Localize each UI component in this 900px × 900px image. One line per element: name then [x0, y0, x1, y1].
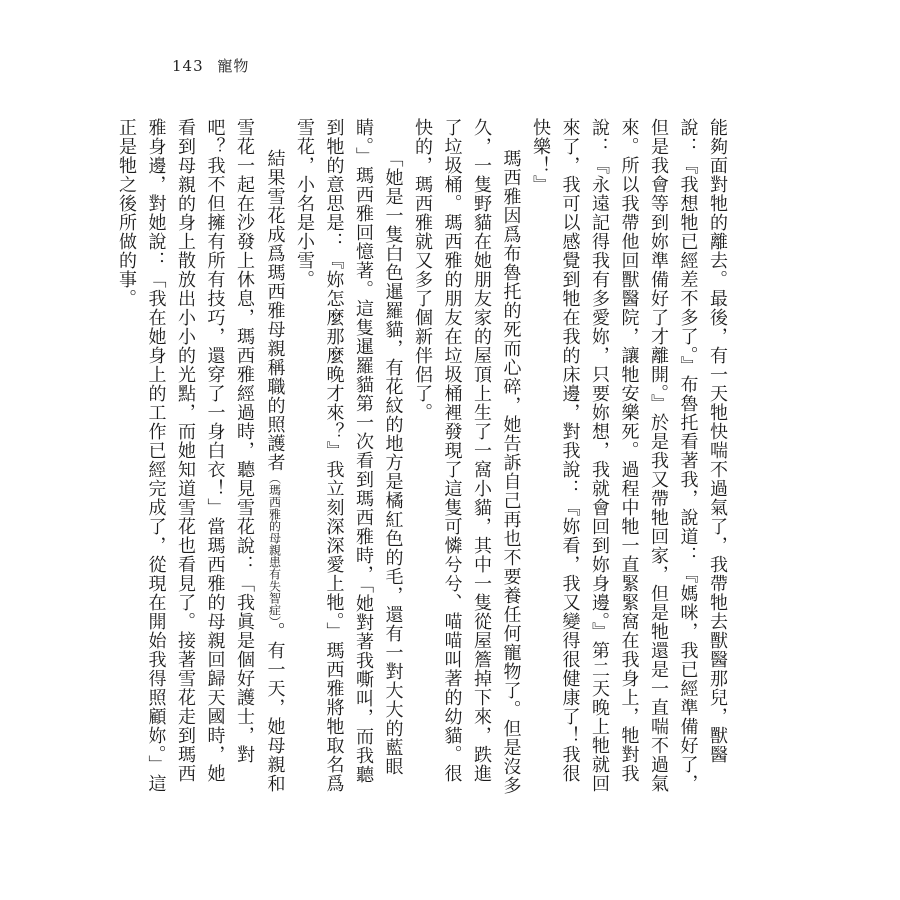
- paragraph-4-note: （瑪西雅的母親患有失智症）: [267, 471, 282, 622]
- page-number: 143: [172, 57, 204, 75]
- section-title: 寵物: [217, 57, 250, 75]
- body-text: [116, 118, 732, 798]
- paragraph-4-text-after: 。有一天，她母親和雪花一起在沙發上休息，瑪西雅經過時，聽見雪花說：「我眞是個好護士，對吧？我不但擁有所有技巧，還穿了一身白衣！」當瑪西雅的母親回歸天國時，她看到母親的身上散放出小小的光點，而她知道雪花也看見了。接著雪花走到瑪西雅身邊，對她說：「我在她身上的工作已經完成了，從現在開始我得照顧妳。」這正是牠之後所做的事。: [116, 118, 286, 793]
- paragraph-4-text-before: 結果雪花成爲瑪西雅母親稱職的照護者: [264, 148, 286, 472]
- paragraph-2: 瑪西雅因爲布魯托的死而心碎，她告訴自己再也不要養任何寵物了。但是沒多久，一隻野貓在她朋友家的屋頂上生了一窩小貓，其中一隻從屋簷掉下來，跌進了垃圾桶。瑪西雅的朋友在垃圾桶裡發現了這隻可憐兮兮、喵喵叫著的幼貓。很快的，瑪西雅就又多了個新伴侶了。: [412, 118, 522, 795]
- paragraph-3: 「她是一隻白色暹羅貓，有花紋的地方是橘紅色的毛，還有一對大大的藍眼睛。」瑪西雅回憶著。這隻暹羅貓第一次看到瑪西雅時，「她對著我嘶叫，而我聽到牠的意思是：『妳怎麼那麼晚才來？』我立刻深深愛上牠。」瑪西雅將牠取名爲雪花，小名是小雪。: [294, 118, 404, 793]
- paragraph-1: 能夠面對牠的離去。最後，有一天牠快喘不過氣了，我帶牠去獸醫那兒，獸醫說：『我想牠已經差不多了。』布魯托看著我，說道：『媽咪，我已經準備好了，但是我會等到妳準備好了才離開。』於是我又帶牠回家，但是牠還是一直喘不過氣來。所以我帶他回獸醫院，讓牠安樂死。過程中牠一直緊緊窩在我身上，牠對我說：『永遠記得我有多愛妳，只要妳想，我就會回到妳身邊。』第二天晚上牠就回來了，我可以感覺到牠在我的床邊，對我說：『妳看，我又變得很健康了！我很快樂！』: [530, 118, 728, 793]
- running-header: [172, 55, 249, 76]
- paragraph-4: [112, 118, 290, 798]
